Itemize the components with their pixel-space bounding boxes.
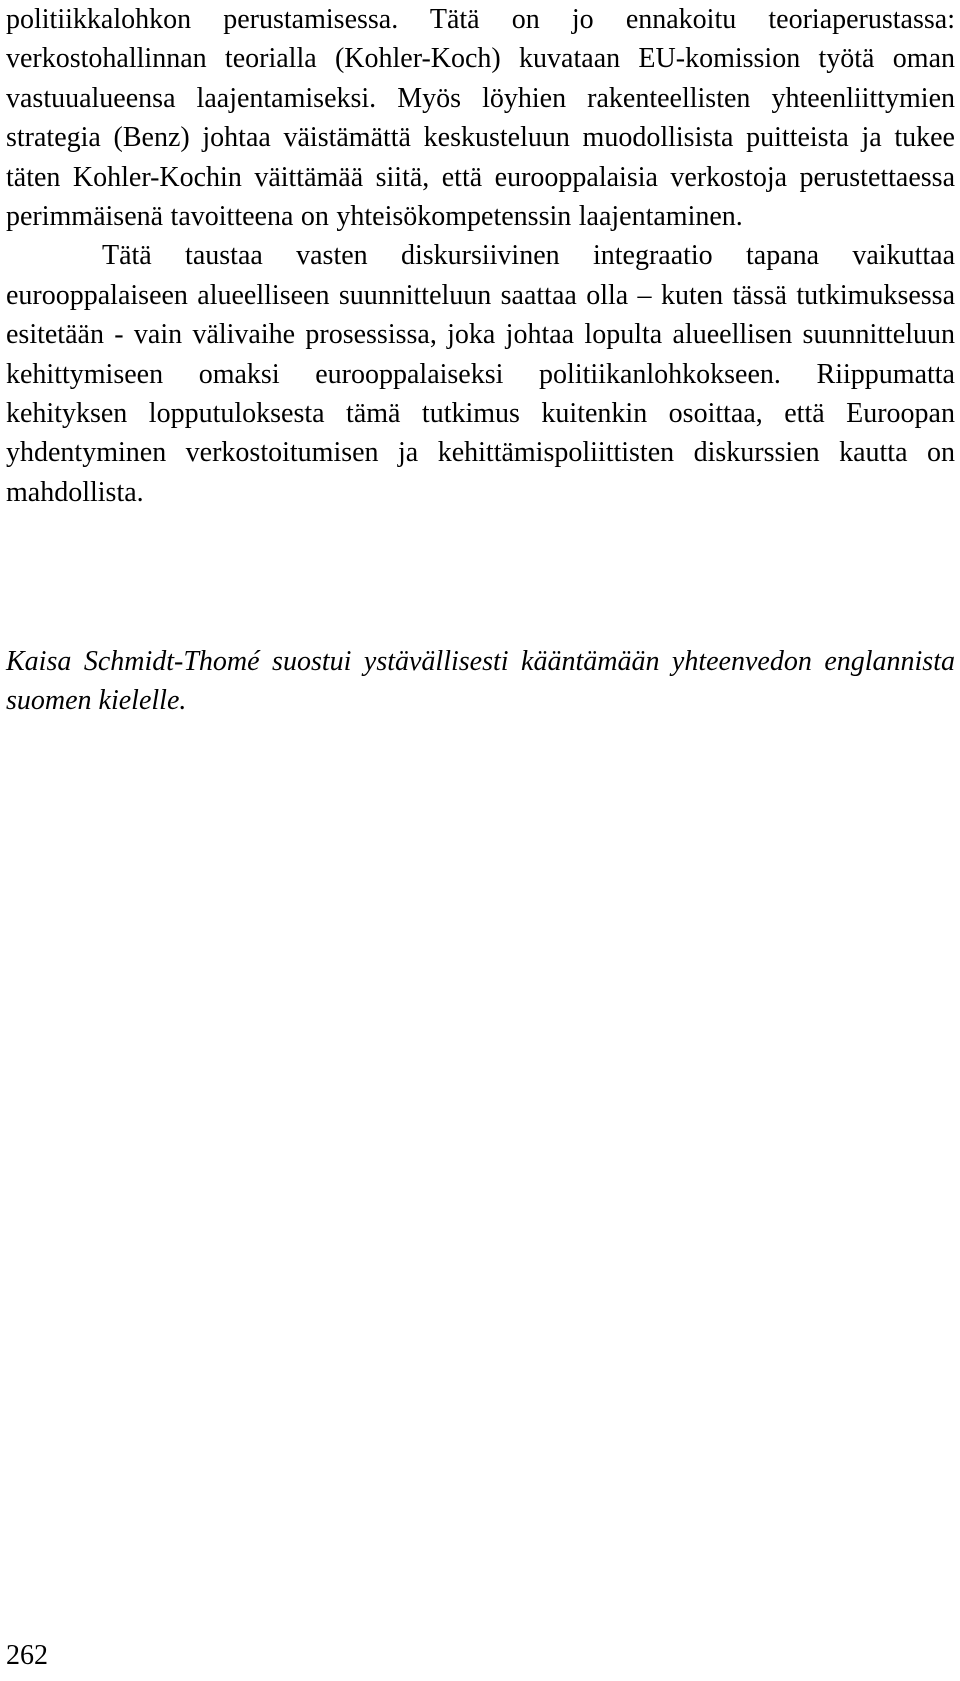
translator-note: Kaisa Schmidt-Thomé suostui ystävällisesti kääntämään yhteenvedon englannista suomen kielelle.: [6, 646, 955, 716]
paragraph-2: Tätä taustaa vasten diskursiivinen integraatio tapana vaikuttaa eurooppalaiseen alueelliseen suunnitteluun saattaa olla – kuten tässä tutkimuksessa esitetään - vain välivaihe prosessissa, joka johtaa lopulta alueellisen suunnitteluun kehittymiseen omaksi eurooppalaiseksi politiikanlohkokseen. Riippumatta kehityksen lopputuloksesta tämä tutkimus kuitenkin osoittaa, että Euroopan yhdentyminen verkostoitumisen ja kehittämispoliittisten diskurssien kautta on mahdollista.: [6, 240, 955, 508]
paragraph-1: politiikkalohkon perustamisessa. Tätä on jo ennakoitu teoriaperustassa: verkostohallinnan teorialla (Kohler-Koch) kuvataan EU-komission työtä oman vastuualueensa laajentamiseksi. Myös löyhien rakenteellisten yhteenliittymien strategia (Benz) johtaa väistämättä keskusteluun muodollisista puitteista ja tukee täten Kohler-Kochin väittämää siitä, että eurooppalaisia verkostoja perustettaessa perimmäisenä tavoitteena on yhteisökompetenssin laajentaminen.: [6, 4, 955, 233]
page-number: 262: [6, 1640, 48, 1671]
document-body: [6, 0, 955, 512]
